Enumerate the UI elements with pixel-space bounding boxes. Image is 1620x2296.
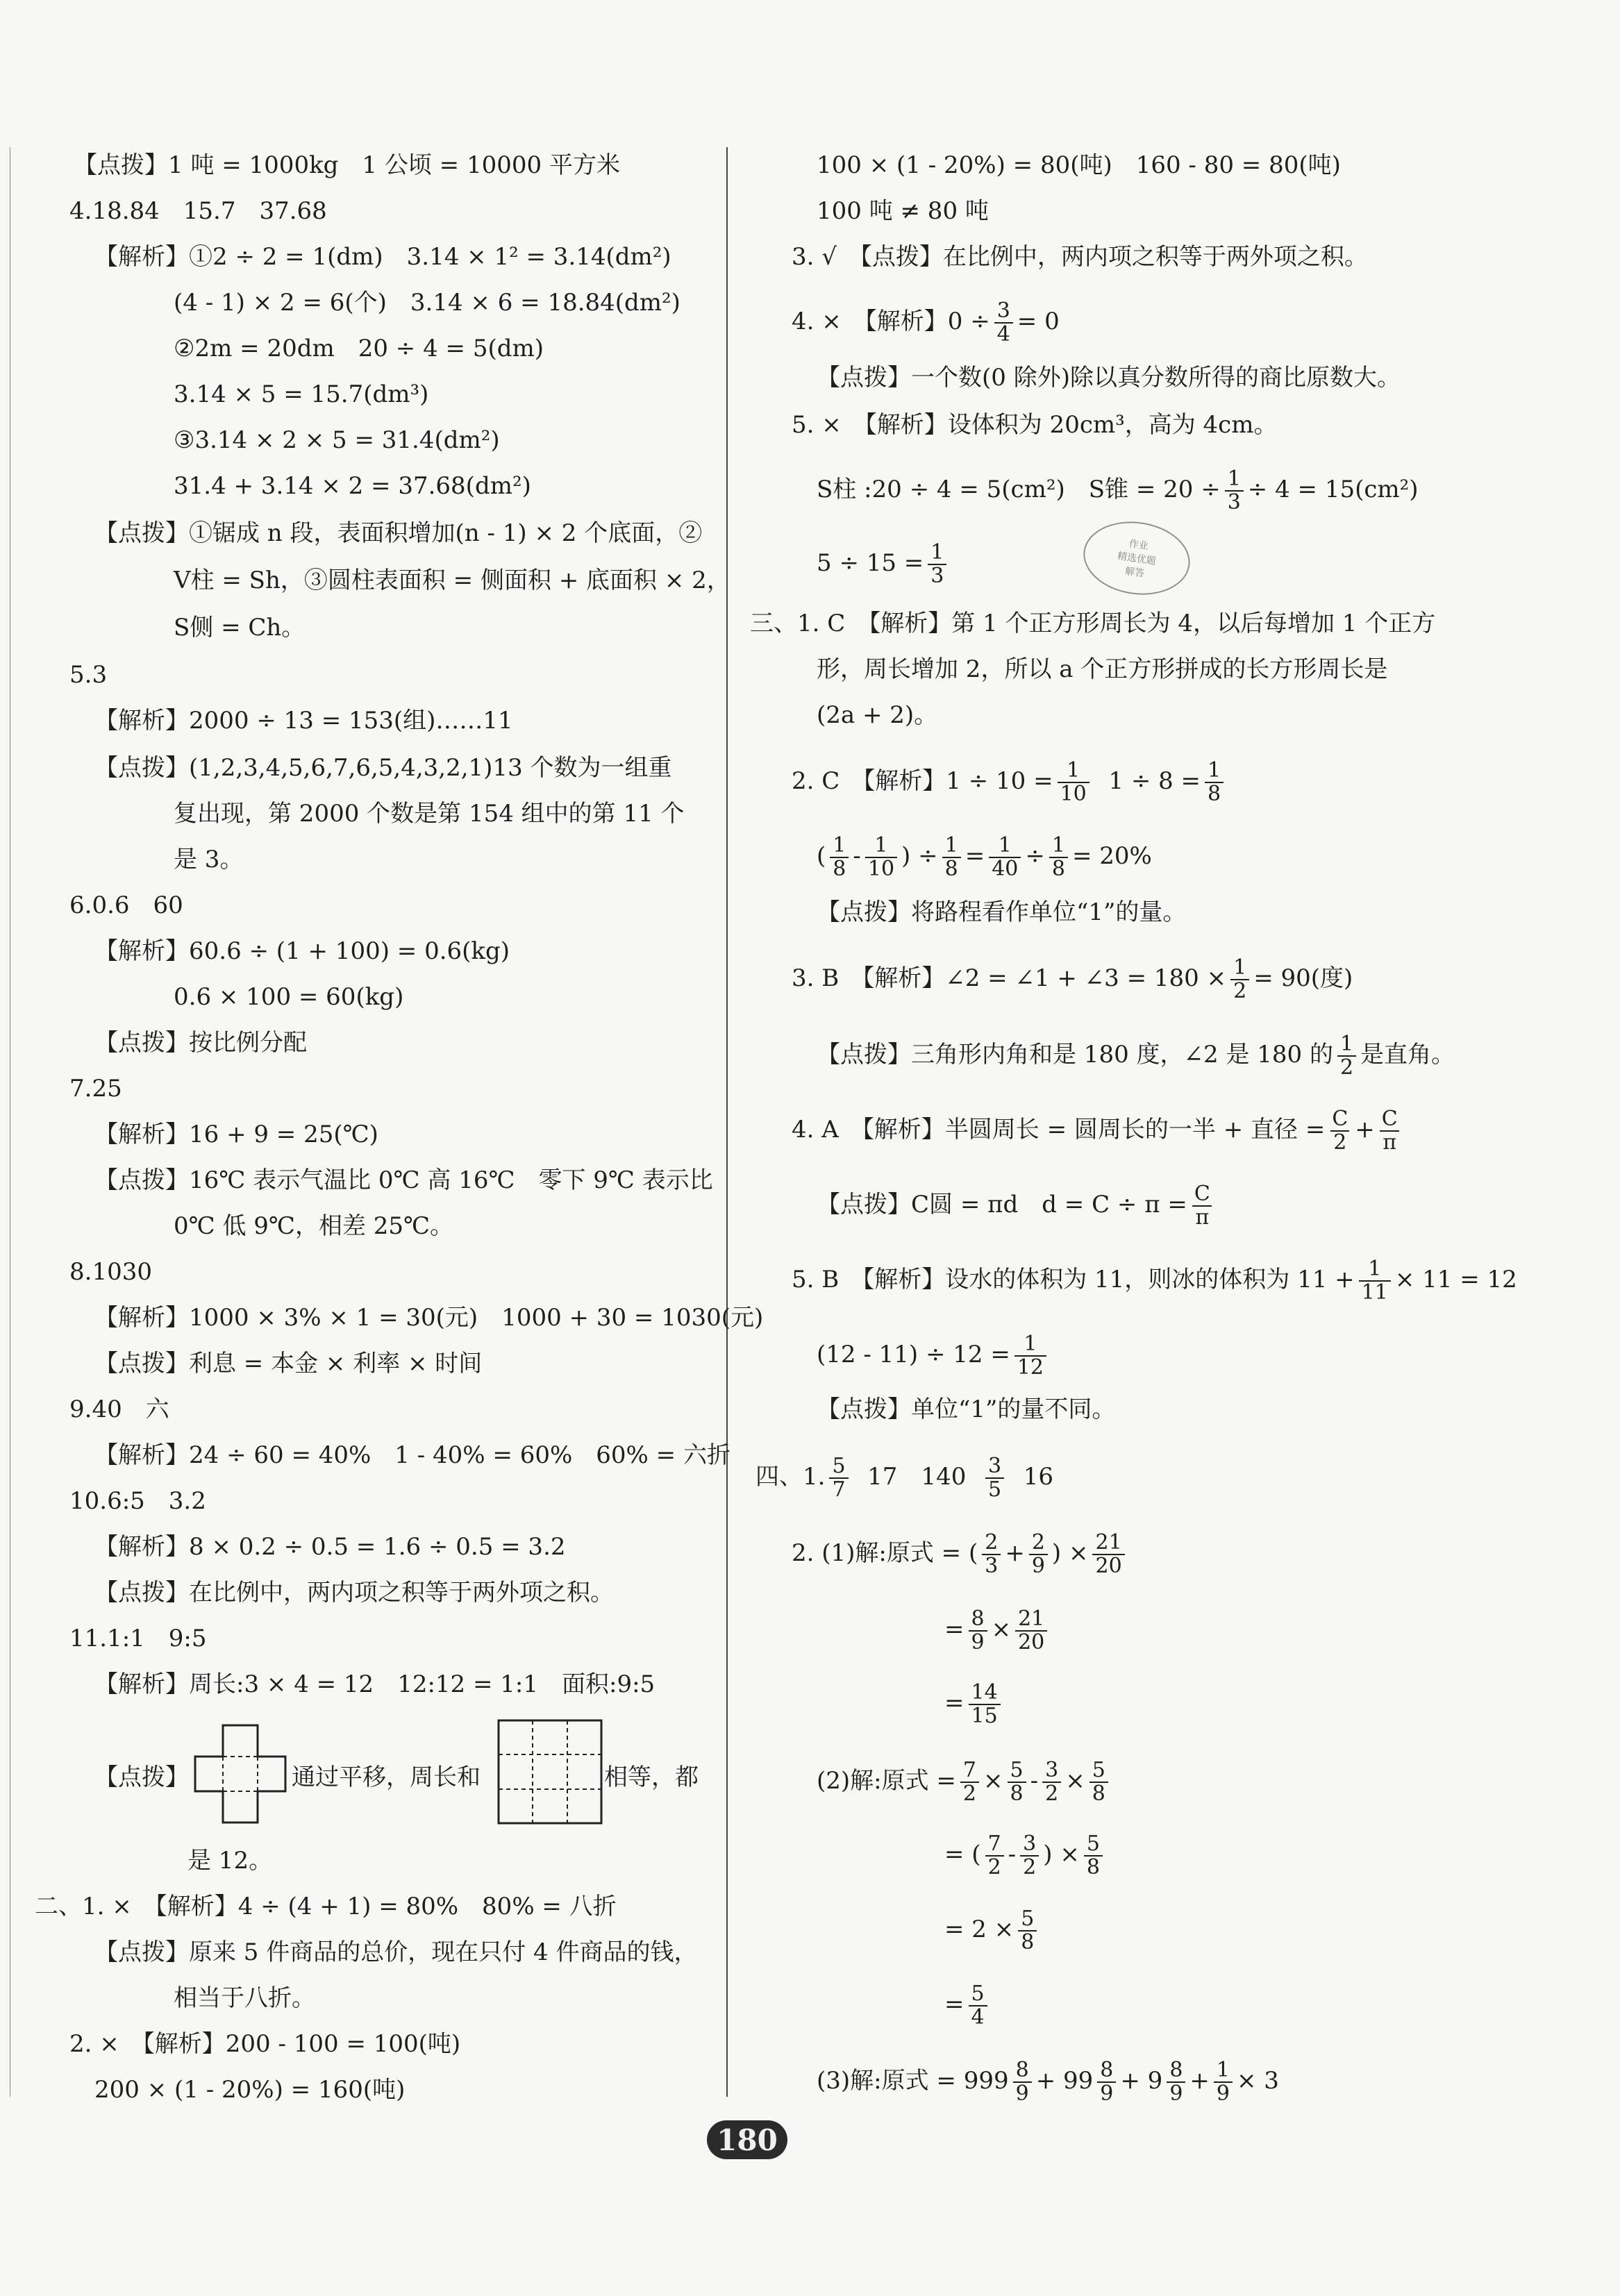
cross-shape-figure — [192, 1722, 289, 1826]
line: 【点拨】三角形内角和是 180 度，∠2 是 180 的 $\frac{1}{2}$ 是直角。 — [817, 1032, 1455, 1080]
line: 【点拨】原来 5 件商品的总价，现在只付 4 件商品的钱， — [94, 1938, 698, 1966]
line: 【解析】24 ÷ 60 = 40% 1 - 40% = 60% 60% = 六折 — [94, 1441, 730, 1469]
fraction: $\frac{5}{8}$ — [1008, 1759, 1026, 1805]
fraction: $\frac{5}{8}$ — [1084, 1833, 1103, 1879]
fraction: $\frac{1}{40}$ — [989, 835, 1021, 880]
line: 200 × (1 - 20%) = 160(吨) — [94, 2076, 406, 2104]
line: S侧 = Ch。 — [174, 614, 306, 642]
line: 通过平移，周长和 — [292, 1763, 481, 1791]
line: 相当于八折。 — [174, 1984, 315, 2012]
line: = 2 × $\frac{5}{8}$ — [944, 1908, 1041, 1954]
fraction: $\frac{1}{12}$ — [1014, 1333, 1046, 1379]
section-3-answer-5: 5. B 【解析】设水的体积为 11，则冰的体积为 11 + $\frac{1}{11}$ × 11 = 12 — [792, 1257, 1517, 1305]
fraction: $\frac{14}{15}$ — [969, 1682, 1001, 1727]
fraction: $\frac{7}{2}$ — [960, 1759, 979, 1805]
fraction: $\frac{8}{9}$ — [1167, 2059, 1185, 2105]
line: = $\frac{5}{4}$ — [944, 1983, 992, 2029]
fraction: $\frac{1}{10}$ — [865, 835, 897, 880]
line: ③3.14 × 2 × 5 = 31.4(dm²) — [174, 426, 500, 454]
line: 【点拨】利息 = 本金 × 利率 × 时间 — [94, 1350, 483, 1377]
line: (12 - 11) ÷ 12 = $\frac{1}{12}$ — [817, 1333, 1051, 1379]
fraction: $\frac{5}{8}$ — [1018, 1908, 1037, 1954]
answer-8: 8.1030 — [69, 1258, 152, 1286]
line: 【点拨】按比例分配 — [94, 1029, 307, 1057]
line: 【点拨】①锯成 n 段，表面积增加(n - 1) × 2 个底面，② — [94, 519, 703, 547]
line: 0℃ 低 9℃，相差 25℃。 — [174, 1212, 454, 1240]
fraction: $\frac{1}{3}$ — [928, 542, 946, 587]
fraction: $\frac{7}{2}$ — [985, 1833, 1004, 1879]
fraction: $\frac{5}{4}$ — [969, 1983, 987, 2029]
fraction: $\frac{3}{4}$ — [994, 300, 1013, 346]
section-3-answer-1: 三、1. C 【解析】第 1 个正方形周长为 4，以后每增加 1 个正方 — [750, 610, 1436, 637]
fraction: $\frac{8}{9}$ — [969, 1608, 987, 1654]
line: 【解析】1000 × 3% × 1 = 30(元) 1000 + 30 = 1030(元) — [94, 1304, 764, 1332]
line: V柱 = Sh，③圆柱表面积 = 侧面积 + 底面积 × 2， — [174, 567, 730, 594]
line: 【点拨】将路程看作单位“1”的量。 — [817, 898, 1187, 926]
fraction: $\frac{1}{10}$ — [1058, 760, 1089, 805]
answer-10: 10.6:5 3.2 — [69, 1487, 206, 1515]
section-2-answer-5: 5. × 【解析】设体积为 20cm³，高为 4cm。 — [792, 411, 1278, 439]
answer-11: 11.1:1 9:5 — [69, 1625, 207, 1652]
line: 【解析】①2 ÷ 2 = 1(dm) 3.14 × 1² = 3.14(dm²) — [94, 243, 671, 271]
line: 100 吨 ≠ 80 吨 — [817, 197, 989, 225]
answer-5: 5.3 — [69, 661, 108, 689]
line: 是 12。 — [187, 1847, 273, 1875]
section-3-answer-2: 2. C 【解析】1 ÷ 10 = $\frac{1}{10}$ 1 ÷ 8 = $\frac{1}{8}$ — [792, 760, 1228, 805]
fraction: $\frac{C}{\pi}$ — [1192, 1183, 1213, 1229]
line: 【点拨】(1,2,3,4,5,6,7,6,5,4,3,2,1)13 个数为一组重 — [94, 754, 672, 782]
homework-stamp: 作业 精选优题 解答 — [1079, 515, 1195, 601]
answer-4: 4.18.84 15.7 37.68 — [69, 197, 327, 225]
fraction: $\frac{1}{8}$ — [1049, 835, 1068, 880]
fraction: $\frac{2}{9}$ — [1029, 1532, 1048, 1577]
fraction: $\frac{1}{8}$ — [830, 835, 849, 880]
line: 【解析】周长:3 × 4 = 12 12:12 = 1:1 面积:9:5 — [94, 1670, 655, 1698]
section-3-answer-4: 4. A 【解析】半圆周长 = 圆周长的一半 + 直径 = $\frac{C}{2}$ + $\frac{C}{\pi}$ — [792, 1108, 1405, 1154]
line: 【点拨】一个数(0 除外)除以真分数所得的商比原数大。 — [817, 364, 1401, 392]
column-divider — [726, 147, 728, 2097]
line: 31.4 + 3.14 × 2 = 37.68(dm²) — [174, 472, 531, 500]
section-2-answer-4: 4. × 【解析】0 ÷ $\frac{3}{4}$ = 0 — [792, 299, 1060, 346]
line: 5 ÷ 15 = $\frac{1}{3}$ — [817, 542, 951, 587]
answer-9: 9.40 六 — [69, 1396, 169, 1423]
line: 【点拨】单位“1”的量不同。 — [817, 1396, 1116, 1423]
line: 【点拨】在比例中，两内项之积等于两外项之积。 — [94, 1579, 614, 1607]
fraction: $\frac{21}{20}$ — [1092, 1532, 1124, 1577]
fraction: $\frac{5}{7}$ — [829, 1455, 848, 1501]
line: 【解析】16 + 9 = 25(℃) — [94, 1121, 378, 1148]
fraction: $\frac{1}{2}$ — [1337, 1033, 1356, 1079]
fraction: $\frac{3}{2}$ — [1042, 1759, 1061, 1805]
grid-rectangle-figure — [496, 1718, 604, 1826]
fraction: $\frac{5}{8}$ — [1089, 1759, 1108, 1805]
fraction: $\frac{1}{8}$ — [1205, 760, 1224, 805]
line: (2a + 2)。 — [817, 701, 938, 729]
line: ②2m = 20dm 20 ÷ 4 = 5(dm) — [174, 335, 544, 362]
line: 【解析】60.6 ÷ (1 + 100) = 0.6(kg) — [94, 937, 510, 965]
fraction: $\frac{1}{9}$ — [1214, 2059, 1233, 2105]
page-number: 180 — [707, 2120, 787, 2159]
line: ( $\frac{1}{8}$ - $\frac{1}{10}$ ) ÷ $\frac{1}{8}$ = $\frac{1}{40}$ ÷ $\frac{1}{8}$ = 20% — [817, 833, 1152, 881]
line: S柱 :20 ÷ 4 = 5(cm²) S锥 = 20 ÷ $\frac{1}{3}$ ÷ 4 = 15(cm²) — [817, 467, 1419, 514]
line: = ( $\frac{7}{2}$ - $\frac{3}{2}$ ) × $\frac{5}{8}$ — [944, 1833, 1107, 1879]
section-4-answer-2-3: (3)解:原式 = 999 $\frac{8}{9}$ + 99 $\frac{8}{9}$ + 9 $\frac{8}{9}$ + $\frac{1}{9}$ × 3 — [817, 2058, 1279, 2106]
line: 是 3。 — [174, 846, 244, 873]
section-3-answer-3: 3. B 【解析】∠2 = ∠1 + ∠3 = 180 × $\frac{1}{2}$ = 90(度) — [792, 955, 1353, 1003]
fraction: $\frac{21}{20}$ — [1015, 1608, 1047, 1654]
answer-6: 6.0.6 60 — [69, 891, 183, 919]
fraction: $\frac{8}{9}$ — [1013, 2059, 1032, 2105]
section-2-answer-1: 二、1. × 【解析】4 ÷ (4 + 1) = 80% 80% = 八折 — [35, 1893, 617, 1920]
section-4-answer-1: 四、1. $\frac{5}{7}$ 17 140 $\frac{3}{5}$ 16 — [755, 1454, 1053, 1502]
line: = $\frac{8}{9}$ × $\frac{21}{20}$ — [944, 1608, 1051, 1654]
line: 【解析】8 × 0.2 ÷ 0.5 = 1.6 ÷ 0.5 = 3.2 — [94, 1533, 566, 1561]
line: (4 - 1) × 2 = 6(个) 3.14 × 6 = 18.84(dm²) — [174, 289, 680, 317]
fraction: $\frac{C}{\pi}$ — [1379, 1108, 1401, 1154]
section-2-answer-2: 2. × 【解析】200 - 100 = 100(吨) — [69, 2030, 461, 2058]
section-4-answer-2-1: 2. (1)解:原式 = ( $\frac{2}{3}$ + $\frac{2}{9}$ ) × $\frac{21}{20}$ — [792, 1532, 1129, 1577]
answer-7: 7.25 — [69, 1075, 122, 1103]
fraction: $\frac{C}{2}$ — [1329, 1108, 1351, 1154]
line: 0.6 × 100 = 60(kg) — [174, 983, 404, 1011]
fraction: $\frac{3}{5}$ — [985, 1455, 1004, 1501]
fraction: $\frac{3}{2}$ — [1020, 1833, 1039, 1879]
fraction: $\frac{1}{3}$ — [1225, 468, 1244, 514]
line: 【点拨】1 吨 = 1000kg 1 公顷 = 10000 平方米 — [74, 151, 620, 179]
fraction: $\frac{1}{8}$ — [942, 835, 961, 880]
line: 100 × (1 - 20%) = 80(吨) 160 - 80 = 80(吨) — [817, 151, 1341, 179]
fraction: $\frac{8}{9}$ — [1097, 2059, 1116, 2105]
fraction: $\frac{1}{2}$ — [1230, 957, 1249, 1003]
line: 【点拨】 — [94, 1763, 189, 1791]
fraction: $\frac{1}{11}$ — [1359, 1258, 1391, 1304]
line: 形，周长增加 2，所以 a 个正方形拼成的长方形周长是 — [817, 655, 1388, 683]
line: 【解析】2000 ÷ 13 = 153(组)……11 — [94, 707, 513, 735]
section-2-answer-3: 3. √ 【点拨】在比例中，两内项之积等于两外项之积。 — [792, 243, 1368, 271]
fraction: $\frac{2}{3}$ — [982, 1532, 1001, 1577]
line: 3.14 × 5 = 15.7(dm³) — [174, 380, 429, 408]
line: 相等，都 — [604, 1763, 699, 1791]
line: 【点拨】16℃ 表示气温比 0℃ 高 16℃ 零下 9℃ 表示比 — [94, 1166, 713, 1194]
line: 【点拨】C圆 = πd d = C ÷ π = $\frac{C}{\pi}$ — [817, 1183, 1217, 1229]
section-4-answer-2-2: (2)解:原式 = $\frac{7}{2}$ × $\frac{5}{8}$ - $\frac{3}{2}$ × $\frac{5}{8}$ — [817, 1759, 1112, 1805]
line: 复出现，第 2000 个数是第 154 组中的第 11 个 — [174, 800, 685, 828]
line: = $\frac{14}{15}$ — [944, 1682, 1005, 1727]
